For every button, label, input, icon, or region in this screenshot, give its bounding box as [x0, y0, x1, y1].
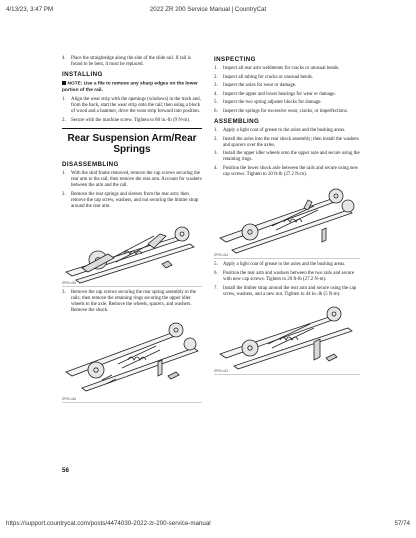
step-number: 1.: [214, 128, 218, 134]
note-bullet-icon: [62, 81, 66, 85]
figure-shock-removal: [62, 318, 202, 403]
figure-label: SP00-413: [214, 368, 229, 373]
list-item: [214, 128, 360, 134]
step-number: 2.: [214, 136, 218, 142]
step-text: Inspect the upper and lower bearings for wear or damage.: [223, 91, 336, 97]
step-number: 1.: [62, 170, 66, 176]
step-number: 3.: [214, 83, 218, 89]
list-item: [214, 166, 360, 178]
step-text: Inspect the axles for wear or damage.: [223, 83, 297, 89]
step-text: Remove the rear springs and sleeves from the rear arm; then remove the cap screw, washers, and nut securing the limiter strap around the rear arm.: [71, 191, 199, 209]
step-text: With the skid frame removed, remove the cap screws securing the rear arm to the rail; then remove the rear arm. Account for washers between the arm and the rail.: [71, 170, 202, 188]
note-text: NOTE: Use a file to remove any sharp edges on the lower portion of the rail.: [62, 81, 198, 93]
step-text: Apply a light coat of grease to the axles and the bushing areas.: [223, 262, 346, 268]
list-item: [214, 100, 360, 106]
step-text: Install the limiter strap around the rear arm and secure using the cap screw, washers, and a new nut. Tighten to 44 in.-lb (5 N-m).: [223, 285, 357, 297]
list-item: [62, 192, 202, 210]
intro-step: [62, 56, 202, 68]
list-item: [62, 171, 202, 189]
step-text: Inspect all tubing for cracks or unusual bends.: [223, 74, 314, 80]
list-item: [214, 66, 360, 72]
step-number: 7.: [214, 285, 218, 291]
step-text: Remove the cap screws securing the rear spring assembly to the rails; then remove the retaining rings securing the upper idler wheels to the axle. Remove the wheels, spacers, and washers. Remove the shock.: [71, 289, 196, 314]
step-number: 1.: [62, 96, 66, 102]
print-url: https://support.countrycat.com/posts/4474030-2022-zr-200-service-manual: [6, 520, 211, 527]
disassembling-steps: [62, 171, 202, 210]
suspension-drawing: [62, 318, 202, 402]
assembling-heading: ASSEMBLING: [214, 118, 260, 126]
figure-rear-arm-install: [214, 302, 360, 375]
step-text: Apply a light coat of grease to the axles and the bushing areas.: [223, 128, 346, 134]
disassembling-heading: DISASSEMBLING: [62, 160, 119, 168]
disassembling-steps-continued: [62, 290, 202, 314]
list-item: [214, 286, 360, 298]
step-text: Install the upper idler wheels onto the upper axle and secure using the retaining rings.: [223, 151, 360, 163]
list-item: [214, 151, 360, 163]
list-item: [214, 271, 360, 283]
print-page-counter: 57/74: [394, 520, 410, 527]
list-item: [62, 118, 202, 124]
step-number: 3.: [214, 151, 218, 157]
list-item: [214, 137, 360, 149]
step-text: Align the wear strip with the openings (windows) in the track and, from the back, start the wear strip onto the rail; then using a block of wood and a hammer, drive the wear strip forward into position.: [71, 96, 201, 115]
intro-step-list: [62, 56, 202, 68]
step-number: 6.: [214, 270, 218, 276]
step-text: Install the axles into the rear shock assembly; then install the washers and spacers over the axles.: [223, 136, 359, 148]
step-text: Position the lower shock axle between the rails and secure using new cap screws. Tighten to 20 ft-lb (27.2 N-m).: [223, 166, 359, 178]
page-number: 56: [62, 467, 69, 474]
figure-label: SP00-415: [62, 280, 77, 285]
list-item: [214, 262, 360, 268]
assembling-steps: [214, 128, 360, 178]
step-number: 3.: [62, 289, 66, 295]
figure-label: SP00-414: [214, 253, 229, 258]
step-text: Inspect all rear arm weldments for cracks or unusual bends.: [223, 66, 340, 71]
suspension-drawing: [214, 182, 360, 258]
section-title: Rear Suspension Arm/Rear Springs: [62, 128, 202, 155]
figure-label: SP00-416: [62, 397, 77, 402]
list-item: [62, 97, 202, 115]
step-text: Inspect the two spring adjuster blocks for damage.: [223, 100, 322, 106]
print-page-title: 2022 ZR 200 Service Manual | CountryCat: [149, 6, 267, 13]
print-header: [6, 6, 410, 16]
step-text: Inspect the springs for excessive wear, cracks, or imperfections.: [223, 108, 348, 114]
step-text: Position the rear arm and washers between the two rails and secure with new cap screws. Tighten to 20 ft-lb (27.2 N-m).: [223, 270, 355, 282]
list-item: [62, 290, 202, 314]
print-datetime: 4/13/23, 3:47 PM: [6, 6, 54, 13]
suspension-drawing: [62, 214, 202, 286]
left-column: [62, 56, 202, 406]
right-column: [214, 56, 360, 378]
assembling-steps-continued: [214, 262, 360, 297]
suspension-drawing: [214, 302, 360, 374]
step-number: 5.: [214, 262, 218, 268]
installing-note: [62, 81, 202, 94]
inspecting-heading: INSPECTING: [214, 56, 256, 63]
figure-rear-arm-removal: [62, 214, 202, 287]
list-item: [214, 75, 360, 81]
print-footer: [6, 520, 410, 530]
step-text: Secure with the machine screw. Tighten to 80 in.-lb (9 N-m).: [71, 117, 191, 123]
step-number: 5.: [214, 100, 218, 106]
step-number: 6.: [214, 108, 218, 114]
installing-heading: INSTALLING: [62, 71, 103, 79]
step-number: 2.: [62, 117, 66, 123]
step-number: 1.: [214, 66, 218, 71]
step-number: 4.: [62, 56, 66, 61]
step-number: 2.: [62, 191, 66, 197]
inspecting-steps: [214, 66, 360, 115]
list-item: [214, 83, 360, 89]
step-number: 4.: [214, 166, 218, 172]
step-number: 4.: [214, 91, 218, 97]
installing-steps: [62, 97, 202, 124]
step-number: 2.: [214, 74, 218, 80]
list-item: [214, 92, 360, 98]
figure-shock-install: [214, 182, 360, 259]
step-text: Place the straightedge along the side of the slide rail. If rail is found to be bent, it must be replaced.: [71, 56, 191, 68]
list-item: [214, 109, 360, 115]
